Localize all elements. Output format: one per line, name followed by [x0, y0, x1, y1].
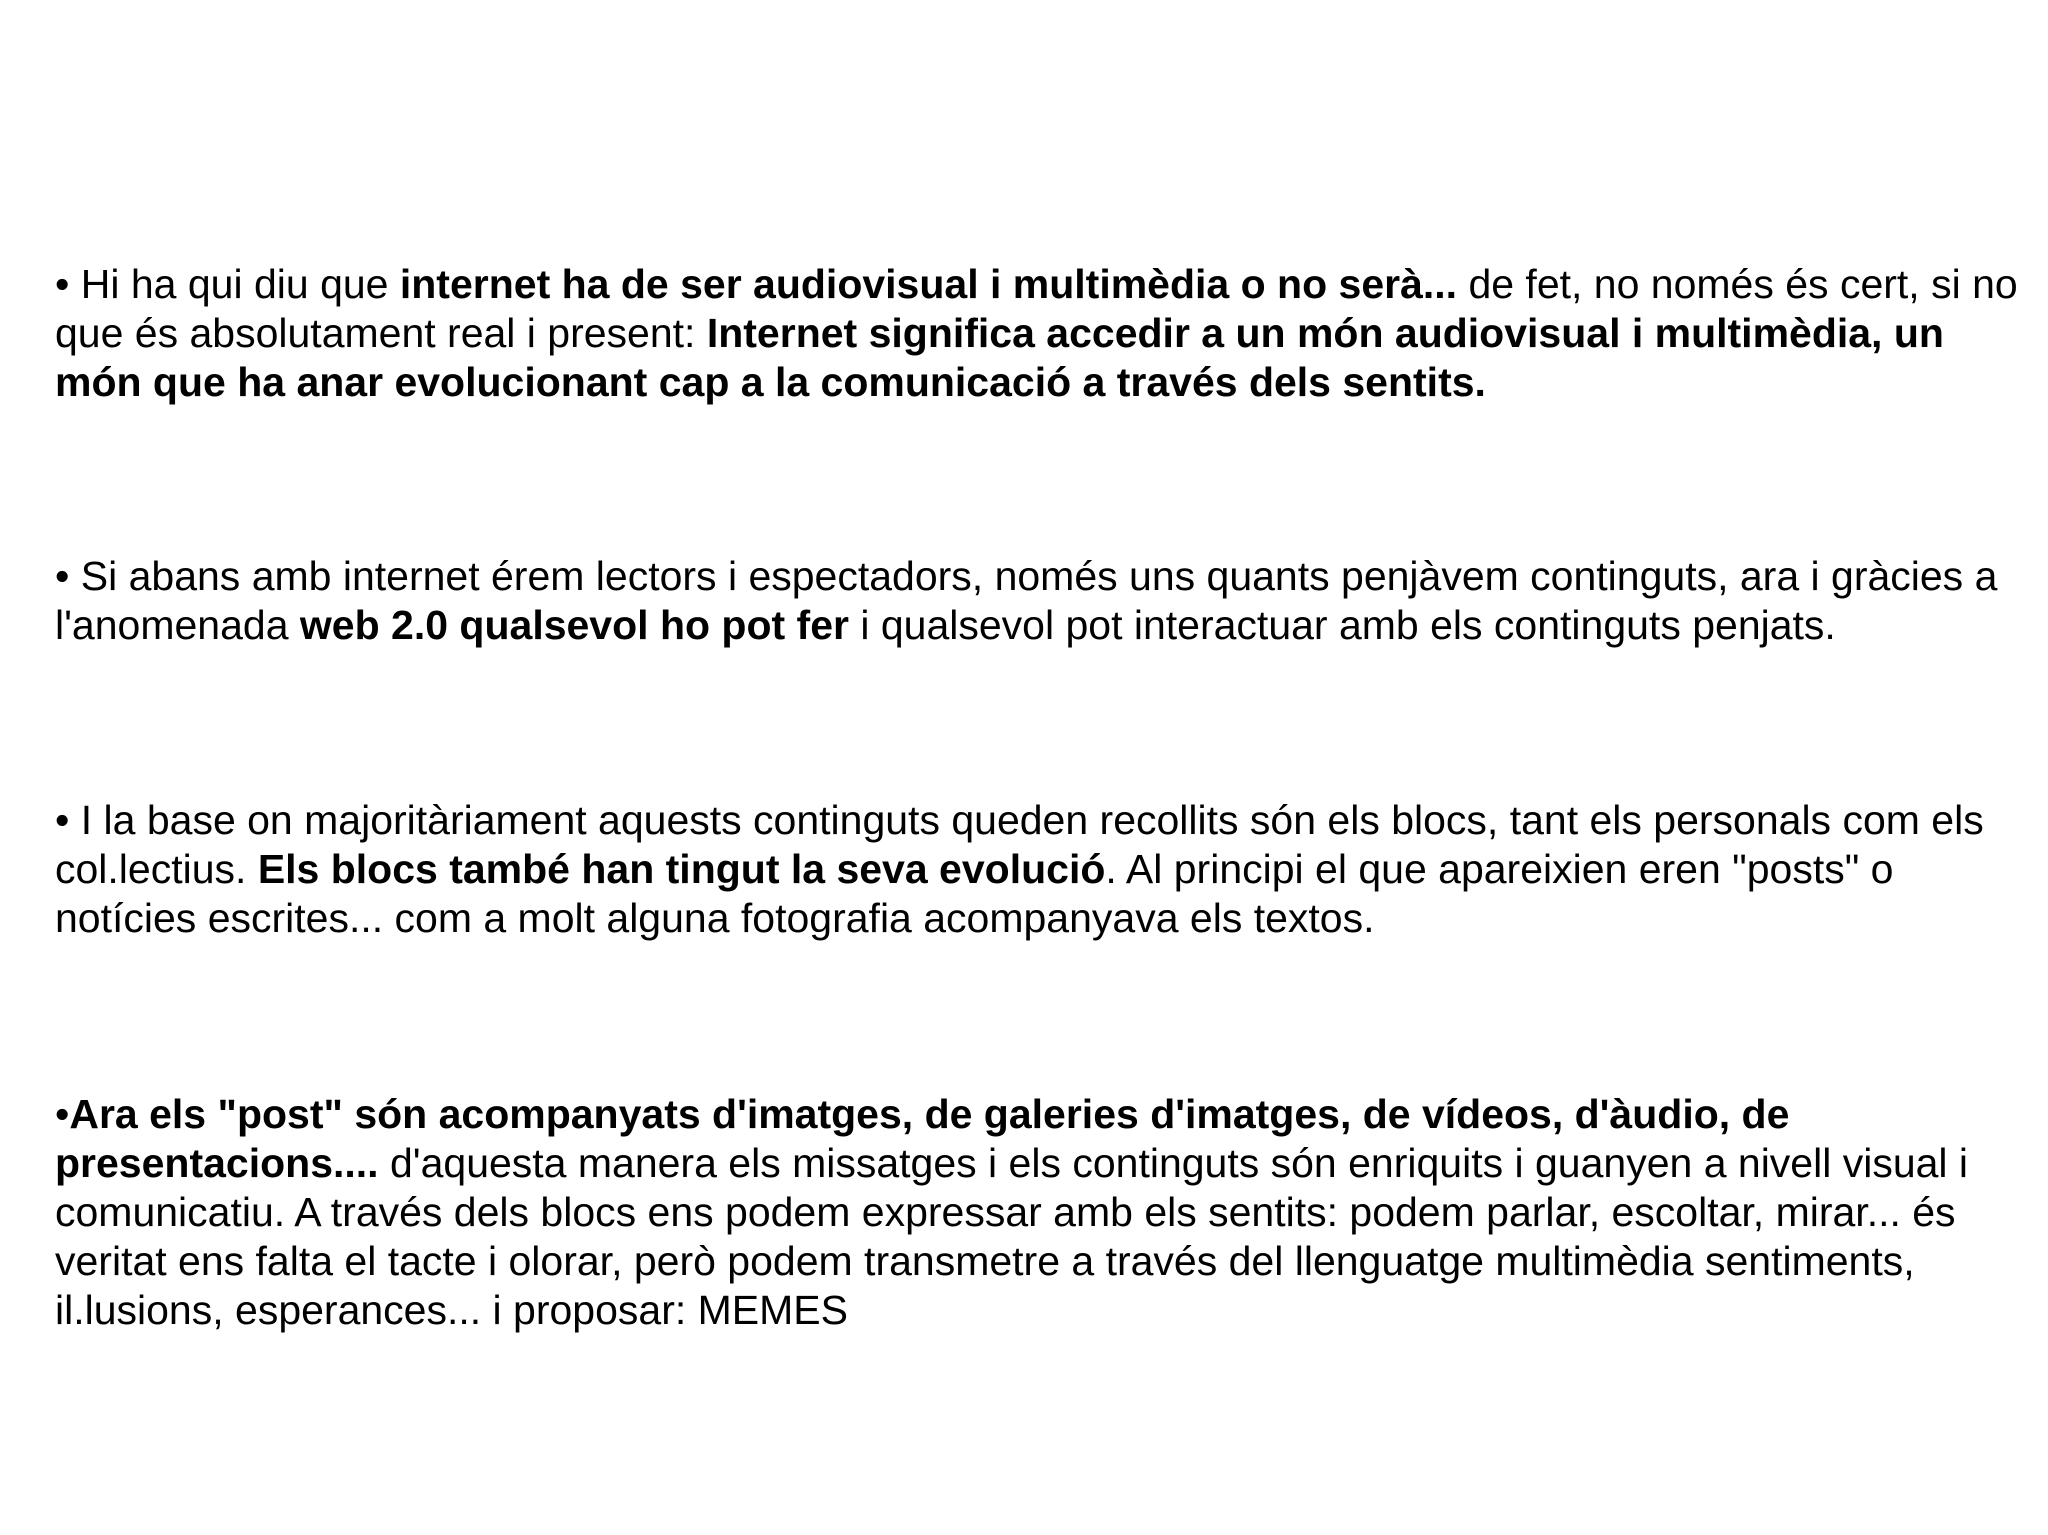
bold-text-span: Els blocs també han tingut la seva evolució: [257, 846, 1106, 892]
text-span: de fet, no només és cert, si no que és absolutament real i present:: [55, 261, 2018, 356]
bullet: •: [55, 797, 81, 843]
bold-text-span: Internet significa accedir a un món audiovisual i multimèdia, un món que ha anar evolucionant cap a la comunicació a través dels sentits.: [55, 310, 1944, 405]
text-span: i qualsevol pot interactuar amb els continguts penjats.: [848, 602, 1836, 648]
paragraph-posts-multimedia: [55, 1090, 2035, 1335]
bold-text-span: Ara els "post" són acompanyats d'imatges, de galeries d'imatges, de vídeos, d'àudio, de presentacions....: [55, 1091, 1790, 1186]
bold-text-span: internet ha de ser audiovisual i multimèdia o no serà...: [399, 261, 1458, 307]
bold-text-span: web 2.0 qualsevol ho pot fer: [299, 602, 849, 648]
bullet: •: [55, 261, 81, 307]
text-span: Si abans amb internet érem lectors i espectadors, només uns quants penjàvem continguts, ara i gràcies a l'anomenada: [55, 553, 1998, 648]
text-span: . Al principi el que apareixien eren "posts" o notícies escrites... com a molt alguna fotografia acompanyava els textos.: [55, 846, 1894, 941]
paragraph-internet-audiovisual: [55, 260, 2035, 407]
text-span: I la base on majoritàriament aquests continguts queden recollits són els blocs, tant els personals com els col.lectius.: [55, 797, 1984, 892]
text-span: d'aquesta manera els missatges i els continguts són enriquits i guanyen a nivell visual i comunicatiu. A través dels blocs ens podem expressar amb els sentits: podem parlar, escoltar, mirar... és veritat ens falta el tacte i olorar, però podem transmetre a través del llenguatge multimèdia sentiments, il.lusions, esperances... i proposar: MEMES: [55, 1140, 1969, 1333]
bullet: •: [55, 1091, 70, 1137]
paragraph-web-2-0: [55, 552, 2035, 650]
paragraph-blocs-evolution: [55, 796, 2035, 943]
text-span: Hi ha qui diu que: [80, 261, 400, 307]
bullet: •: [55, 553, 81, 599]
